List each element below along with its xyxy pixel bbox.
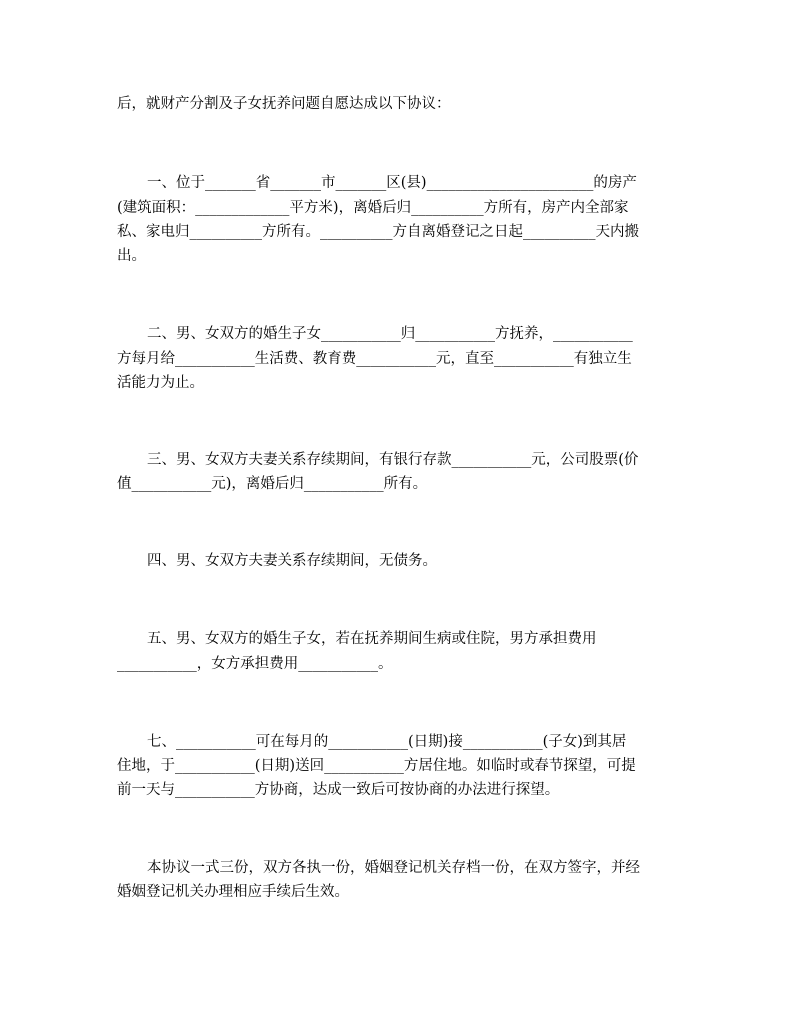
section4-line1: 四、男、女双方夫妻关系存续期间，无债务。 bbox=[147, 553, 437, 569]
section7-line1: 七、___________可在每月的___________(日期)接___________(子女)到其居 bbox=[147, 734, 627, 750]
section2-line2: 方每月给___________生活费、教育费___________元，直至___________有独立生 bbox=[117, 351, 632, 367]
section1-line4: 出。 bbox=[117, 248, 146, 264]
section3-line2: 值___________元)，离婚后归___________所有。 bbox=[117, 476, 428, 492]
section7-line2: 住地，于___________(日期)送回___________方居住地。如临时或春节探望，可提 bbox=[117, 758, 636, 774]
section1-line2: (建筑面积：_____________平方米)，离婚后归__________方所有，房产内全部家 bbox=[117, 200, 629, 216]
section2-line1: 二、男、女双方的婚生子女___________归___________方抚养，___________ bbox=[147, 326, 633, 342]
section1-line1: 一、位于_______省_______市_______区(县)_______________________的房产 bbox=[147, 175, 637, 191]
intro-line: 后，就财产分割及子女抚养问题自愿达成以下协议： bbox=[117, 96, 451, 112]
section1-line3: 私、家电归__________方所有。__________方自离婚登记之日起__________天内搬 bbox=[117, 224, 639, 240]
section5-line1: 五、男、女双方的婚生子女，若在抚养期间生病或住院，男方承担费用 bbox=[147, 631, 597, 647]
section7-line3: 前一天与___________方协商，达成一致后可按协商的办法进行探望。 bbox=[117, 782, 560, 798]
section2-line3: 活能力为止。 bbox=[117, 375, 204, 391]
section3-line1: 三、男、女双方夫妻关系存续期间，有银行存款___________元，公司股票(价 bbox=[147, 452, 639, 468]
closing-line1: 本协议一式三份，双方各执一份，婚姻登记机关存档一份，在双方签字，并经 bbox=[147, 860, 640, 876]
section5-line2: ___________，女方承担费用___________。 bbox=[117, 656, 393, 672]
closing-line2: 婚姻登记机关办理相应手续后生效。 bbox=[117, 884, 349, 900]
